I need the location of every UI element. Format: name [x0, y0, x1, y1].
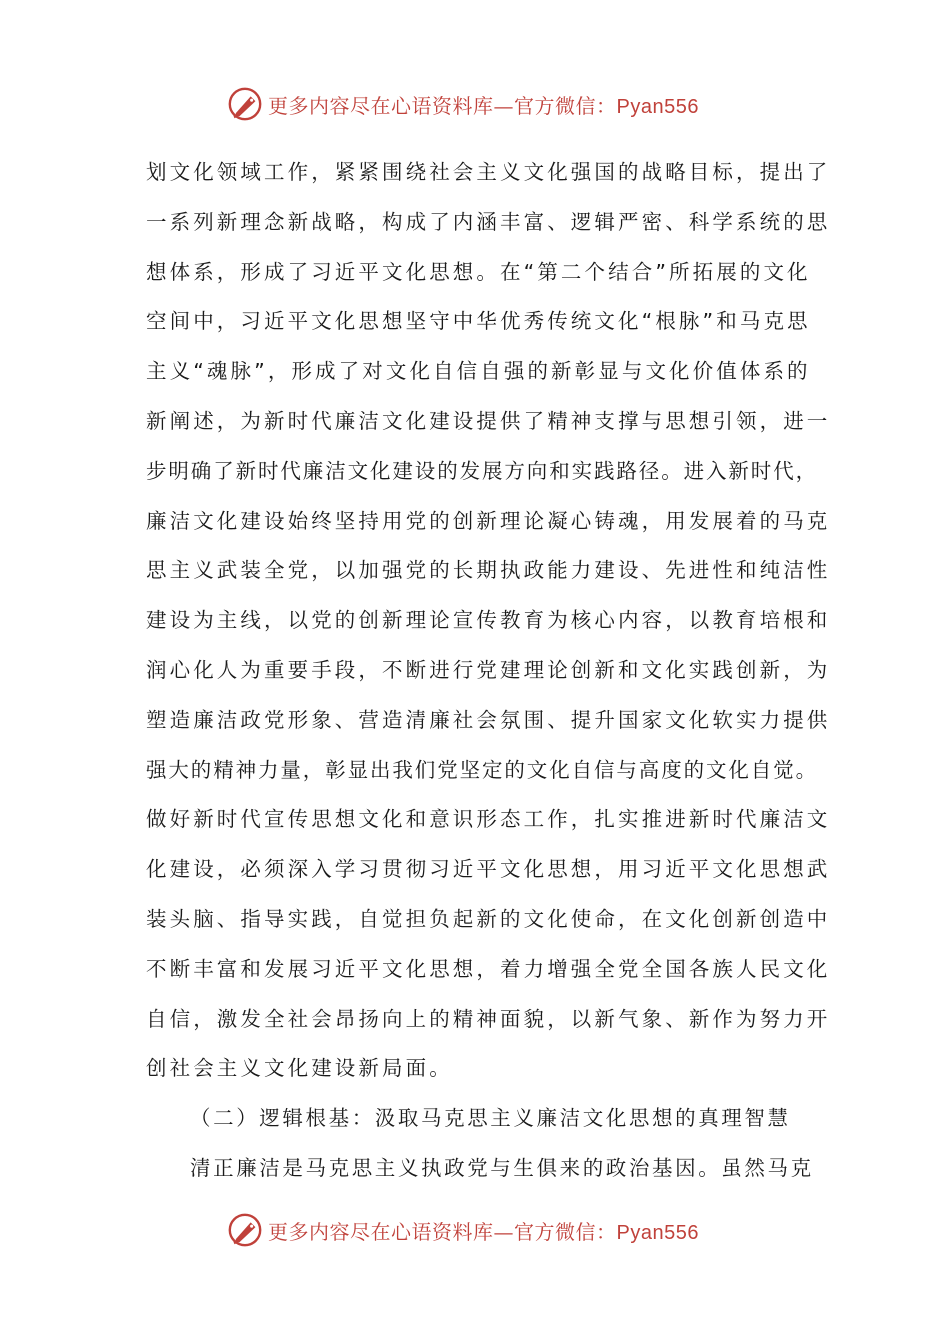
- text-line: 新阐述，为新时代廉洁文化建设提供了精神支撑与思想引领，进一: [146, 408, 831, 433]
- text-line: 强大的精神力量，彰显出我们党坚定的文化自信与高度的文化自觉。: [146, 757, 818, 782]
- watermark-header: [226, 84, 699, 124]
- text-line: 润心化人为重要手段，不断进行党建理论创新和文化实践创新，为: [146, 657, 831, 682]
- watermark-footer: [226, 1210, 699, 1250]
- text-line: 想体系，形成了习近平文化思想。在“第二个结合”所拓展的文化: [146, 259, 811, 284]
- text-line: 廉洁文化建设始终坚持用党的创新理论凝心铸魂，用发展着的马克: [146, 508, 831, 533]
- text-line: 主义“魂脉”，形成了对文化自信自强的新彰显与文化价值体系的: [146, 359, 811, 384]
- text-line: 塑造廉洁政党形象、营造清廉社会氛围、提升国家文化软实力提供: [146, 707, 831, 732]
- text-line: 思主义武装全党，以加强党的长期执政能力建设、先进性和纯洁性: [146, 558, 831, 583]
- pen-nib-icon: [226, 85, 264, 123]
- text-line: 不断丰富和发展习近平文化思想，着力增强全党全国各族人民文化: [146, 956, 831, 981]
- text-line: 建设为主线，以党的创新理论宣传教育为核心内容，以教育培根和: [146, 608, 831, 633]
- text-line: 步明确了新时代廉洁文化建设的发展方向和实践路径。进入新时代，: [146, 458, 818, 483]
- text-line: 清正廉洁是马克思主义执政党与生俱来的政治基因。虽然马克: [190, 1155, 814, 1180]
- text-line: 做好新时代宣传思想文化和意识形态工作，扎实推进新时代廉洁文: [146, 807, 831, 832]
- watermark-id: Pyan556: [616, 95, 699, 118]
- body-text: [146, 148, 831, 1194]
- watermark-id: Pyan556: [616, 1221, 699, 1244]
- pen-nib-icon: [226, 1211, 264, 1249]
- section-heading: （二）逻辑根基：汲取马克思主义廉洁文化思想的真理智慧: [190, 1106, 791, 1131]
- text-line: 创社会主义文化建设新局面。: [146, 1056, 453, 1081]
- text-line: 化建设，必须深入学习贯彻习近平文化思想，用习近平文化思想武: [146, 857, 831, 882]
- watermark-text: 更多内容尽在心语资料库—官方微信：Pyan556: [268, 1219, 699, 1244]
- watermark-text: 更多内容尽在心语资料库—官方微信：Pyan556: [268, 93, 699, 118]
- text-line: 自信，激发全社会昂扬向上的精神面貌，以新气象、新作为努力开: [146, 1006, 831, 1031]
- text-line: 一系列新理念新战略，构成了内涵丰富、逻辑严密、科学系统的思: [146, 209, 831, 234]
- text-line: 划文化领域工作，紧紧围绕社会主义文化强国的战略目标，提出了: [146, 160, 831, 184]
- text-line: 空间中，习近平文化思想坚守中华优秀传统文化“根脉”和马克思: [146, 309, 811, 334]
- text-line: 装头脑、指导实践，自觉担负起新的文化使命，在文化创新创造中: [146, 906, 831, 931]
